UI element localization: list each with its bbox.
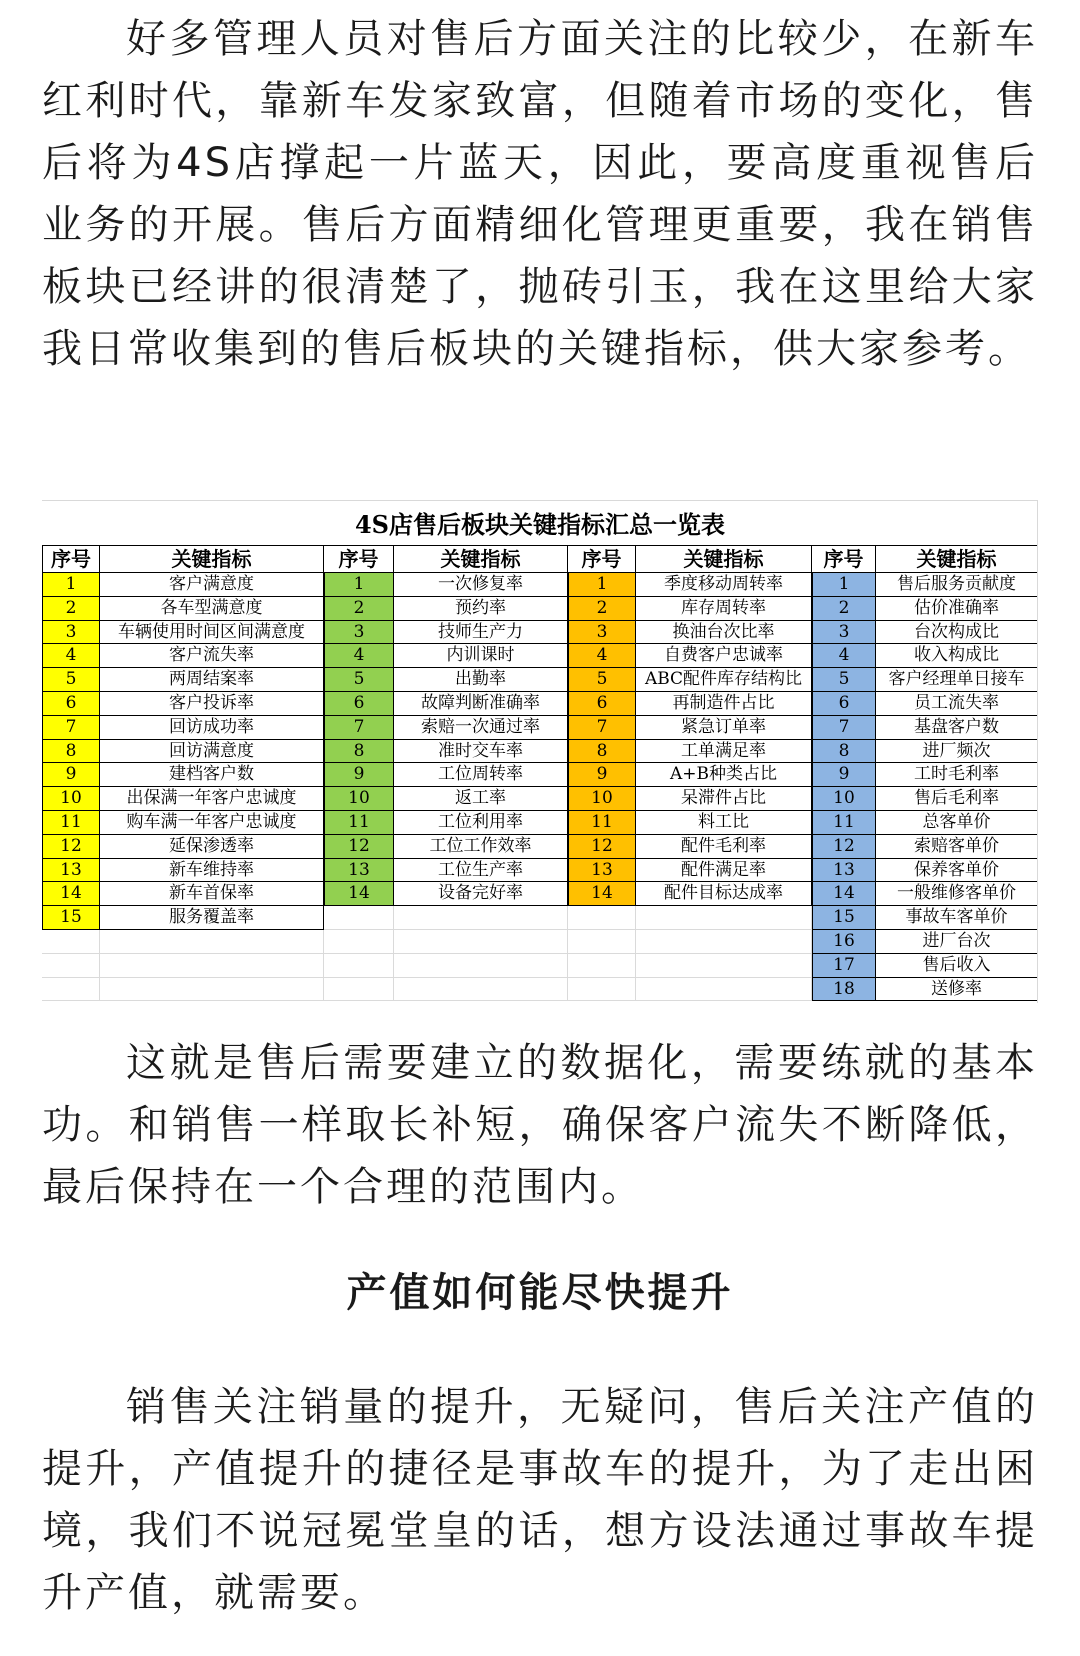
kpi-cell: 收入构成比	[876, 644, 1038, 668]
kpi-cell: 服务覆盖率	[100, 906, 324, 930]
empty-cell	[42, 978, 100, 1002]
index-cell: 11	[568, 811, 636, 835]
empty-cell	[100, 978, 324, 1002]
index-cell: 4	[568, 644, 636, 668]
header-cell: 关键指标	[636, 545, 812, 573]
empty-cell	[636, 978, 812, 1002]
index-cell: 10	[42, 787, 100, 811]
index-cell: 8	[568, 740, 636, 764]
empty-cell	[324, 954, 394, 978]
index-cell: 10	[568, 787, 636, 811]
summary-paragraph: 这就是售后需要建立的数据化，需要练就的基本功。和销售一样取长补短，确保客户流失不断降低，最后保持在一个合理的范围内。	[42, 1040, 1038, 1210]
index-cell: 8	[42, 740, 100, 764]
empty-cell	[568, 906, 636, 930]
index-cell: 9	[42, 763, 100, 787]
index-cell: 1	[568, 573, 636, 597]
index-cell: 9	[812, 763, 876, 787]
kpi-cell: 料工比	[636, 811, 812, 835]
kpi-cell: 保养客单价	[876, 859, 1038, 883]
kpi-cell: 设备完好率	[394, 882, 568, 906]
index-cell: 1	[812, 573, 876, 597]
kpi-cell: 库存周转率	[636, 597, 812, 621]
index-cell: 6	[42, 692, 100, 716]
kpi-cell: 进厂台次	[876, 930, 1038, 954]
index-cell: 4	[812, 644, 876, 668]
index-cell: 3	[812, 621, 876, 645]
kpi-cell: A+B种类占比	[636, 763, 812, 787]
kpi-cell: 配件毛利率	[636, 835, 812, 859]
closing-paragraph: 销售关注销量的提升，无疑问，售后关注产值的提升，产值提升的捷径是事故车的提升，为了走出困境，我们不说冠冕堂皇的话，想方设法通过事故车提升产值，就需要。	[42, 1384, 1038, 1616]
index-cell: 2	[42, 597, 100, 621]
kpi-cell: 客户经理单日接车	[876, 668, 1038, 692]
empty-cell	[636, 906, 812, 930]
index-cell: 9	[324, 763, 394, 787]
index-cell: 7	[812, 716, 876, 740]
empty-cell	[324, 930, 394, 954]
empty-cell	[394, 978, 568, 1002]
kpi-cell: 一般维修客单价	[876, 882, 1038, 906]
kpi-table	[42, 545, 1038, 1001]
kpi-cell: 呆滞件占比	[636, 787, 812, 811]
kpi-cell: 技师生产力	[394, 621, 568, 645]
index-cell: 6	[324, 692, 394, 716]
empty-cell	[394, 906, 568, 930]
index-cell: 16	[812, 930, 876, 954]
kpi-cell: ABC配件库存结构比	[636, 668, 812, 692]
kpi-cell: 再制造件占比	[636, 692, 812, 716]
kpi-cell: 索赔客单价	[876, 835, 1038, 859]
kpi-cell: 工单满足率	[636, 740, 812, 764]
kpi-cell: 工位周转率	[394, 763, 568, 787]
index-cell: 5	[812, 668, 876, 692]
index-cell: 12	[812, 835, 876, 859]
empty-cell	[42, 930, 100, 954]
index-cell: 10	[812, 787, 876, 811]
kpi-cell: 购车满一年客户忠诚度	[100, 811, 324, 835]
empty-cell	[324, 978, 394, 1002]
index-cell: 18	[812, 978, 876, 1002]
index-cell: 13	[812, 859, 876, 883]
index-cell: 14	[42, 882, 100, 906]
index-cell: 14	[324, 882, 394, 906]
header-cell: 序号	[42, 545, 100, 573]
index-cell: 11	[324, 811, 394, 835]
header-cell: 关键指标	[876, 545, 1038, 573]
kpi-cell: 内训课时	[394, 644, 568, 668]
index-cell: 4	[42, 644, 100, 668]
index-cell: 2	[812, 597, 876, 621]
empty-cell	[100, 954, 324, 978]
kpi-cell: 季度移动周转率	[636, 573, 812, 597]
kpi-cell: 送修率	[876, 978, 1038, 1002]
kpi-cell: 配件目标达成率	[636, 882, 812, 906]
index-cell: 14	[568, 882, 636, 906]
kpi-cell: 延保渗透率	[100, 835, 324, 859]
index-cell: 3	[568, 621, 636, 645]
header-cell: 序号	[812, 545, 876, 573]
index-cell: 17	[812, 954, 876, 978]
index-cell: 7	[324, 716, 394, 740]
index-cell: 13	[568, 859, 636, 883]
kpi-cell: 紧急订单率	[636, 716, 812, 740]
kpi-cell: 员工流失率	[876, 692, 1038, 716]
kpi-cell: 出保满一年客户忠诚度	[100, 787, 324, 811]
index-cell: 14	[812, 882, 876, 906]
index-cell: 5	[568, 668, 636, 692]
index-cell: 15	[812, 906, 876, 930]
empty-cell	[394, 954, 568, 978]
kpi-cell: 换油台次比率	[636, 621, 812, 645]
kpi-cell: 进厂频次	[876, 740, 1038, 764]
kpi-cell: 车辆使用时间区间满意度	[100, 621, 324, 645]
kpi-cell: 客户流失率	[100, 644, 324, 668]
empty-cell	[636, 930, 812, 954]
kpi-cell: 客户满意度	[100, 573, 324, 597]
index-cell: 7	[42, 716, 100, 740]
kpi-cell: 售后服务贡献度	[876, 573, 1038, 597]
index-cell: 11	[42, 811, 100, 835]
empty-cell	[42, 954, 100, 978]
index-cell: 1	[42, 573, 100, 597]
kpi-cell: 一次修复率	[394, 573, 568, 597]
kpi-cell: 客户投诉率	[100, 692, 324, 716]
kpi-cell: 故障判断准确率	[394, 692, 568, 716]
index-cell: 5	[42, 668, 100, 692]
kpi-cell: 两周结案率	[100, 668, 324, 692]
index-cell: 12	[42, 835, 100, 859]
index-cell: 15	[42, 906, 100, 930]
empty-cell	[324, 906, 394, 930]
index-cell: 9	[568, 763, 636, 787]
header-cell: 关键指标	[100, 545, 324, 573]
kpi-spreadsheet	[42, 500, 1038, 1003]
kpi-cell: 新车维持率	[100, 859, 324, 883]
index-cell: 13	[42, 859, 100, 883]
index-cell: 1	[324, 573, 394, 597]
index-cell: 2	[324, 597, 394, 621]
kpi-cell: 新车首保率	[100, 882, 324, 906]
index-cell: 2	[568, 597, 636, 621]
section-heading: 产值如何能尽快提升	[346, 1270, 734, 1316]
empty-cell	[394, 930, 568, 954]
index-cell: 4	[324, 644, 394, 668]
kpi-cell: 台次构成比	[876, 621, 1038, 645]
index-cell: 8	[812, 740, 876, 764]
kpi-cell: 配件满足率	[636, 859, 812, 883]
kpi-cell: 工位生产率	[394, 859, 568, 883]
index-cell: 12	[324, 835, 394, 859]
kpi-cell: 工位利用率	[394, 811, 568, 835]
kpi-cell: 索赔一次通过率	[394, 716, 568, 740]
index-cell: 5	[324, 668, 394, 692]
kpi-cell: 工时毛利率	[876, 763, 1038, 787]
intro-paragraph: 好多管理人员对售后方面关注的比较少，在新车红利时代，靠新车发家致富，但随着市场的变化，售后将为4S店撑起一片蓝天，因此，要高度重视售后业务的开展。售后方面精细化管理更重要，我在销售板块已经讲的很清楚了，抛砖引玉，我在这里给大家我日常收集到的售后板块的关键指标，供大家参考。	[42, 16, 1038, 372]
kpi-cell: 工位工作效率	[394, 835, 568, 859]
index-cell: 7	[568, 716, 636, 740]
kpi-cell: 返工率	[394, 787, 568, 811]
kpi-cell: 售后收入	[876, 954, 1038, 978]
header-cell: 关键指标	[394, 545, 568, 573]
kpi-cell: 总客单价	[876, 811, 1038, 835]
empty-cell	[636, 954, 812, 978]
empty-cell	[568, 930, 636, 954]
index-cell: 13	[324, 859, 394, 883]
index-cell: 8	[324, 740, 394, 764]
kpi-cell: 基盘客户数	[876, 716, 1038, 740]
kpi-cell: 建档客户数	[100, 763, 324, 787]
index-cell: 3	[42, 621, 100, 645]
index-cell: 6	[812, 692, 876, 716]
kpi-cell: 准时交车率	[394, 740, 568, 764]
empty-cell	[568, 978, 636, 1002]
sheet-edge	[1037, 501, 1038, 1003]
kpi-cell: 自费客户忠诚率	[636, 644, 812, 668]
kpi-cell: 估价准确率	[876, 597, 1038, 621]
sheet-title: 4S店售后板块关键指标汇总一览表	[354, 510, 726, 539]
index-cell: 11	[812, 811, 876, 835]
index-cell: 12	[568, 835, 636, 859]
index-cell: 3	[324, 621, 394, 645]
empty-cell	[568, 954, 636, 978]
header-cell: 序号	[324, 545, 394, 573]
kpi-cell: 预约率	[394, 597, 568, 621]
kpi-cell: 回访成功率	[100, 716, 324, 740]
kpi-cell: 事故车客单价	[876, 906, 1038, 930]
empty-cell	[100, 930, 324, 954]
kpi-cell: 售后毛利率	[876, 787, 1038, 811]
kpi-cell: 出勤率	[394, 668, 568, 692]
index-cell: 10	[324, 787, 394, 811]
index-cell: 6	[568, 692, 636, 716]
header-cell: 序号	[568, 545, 636, 573]
kpi-cell: 回访满意度	[100, 740, 324, 764]
kpi-cell: 各车型满意度	[100, 597, 324, 621]
